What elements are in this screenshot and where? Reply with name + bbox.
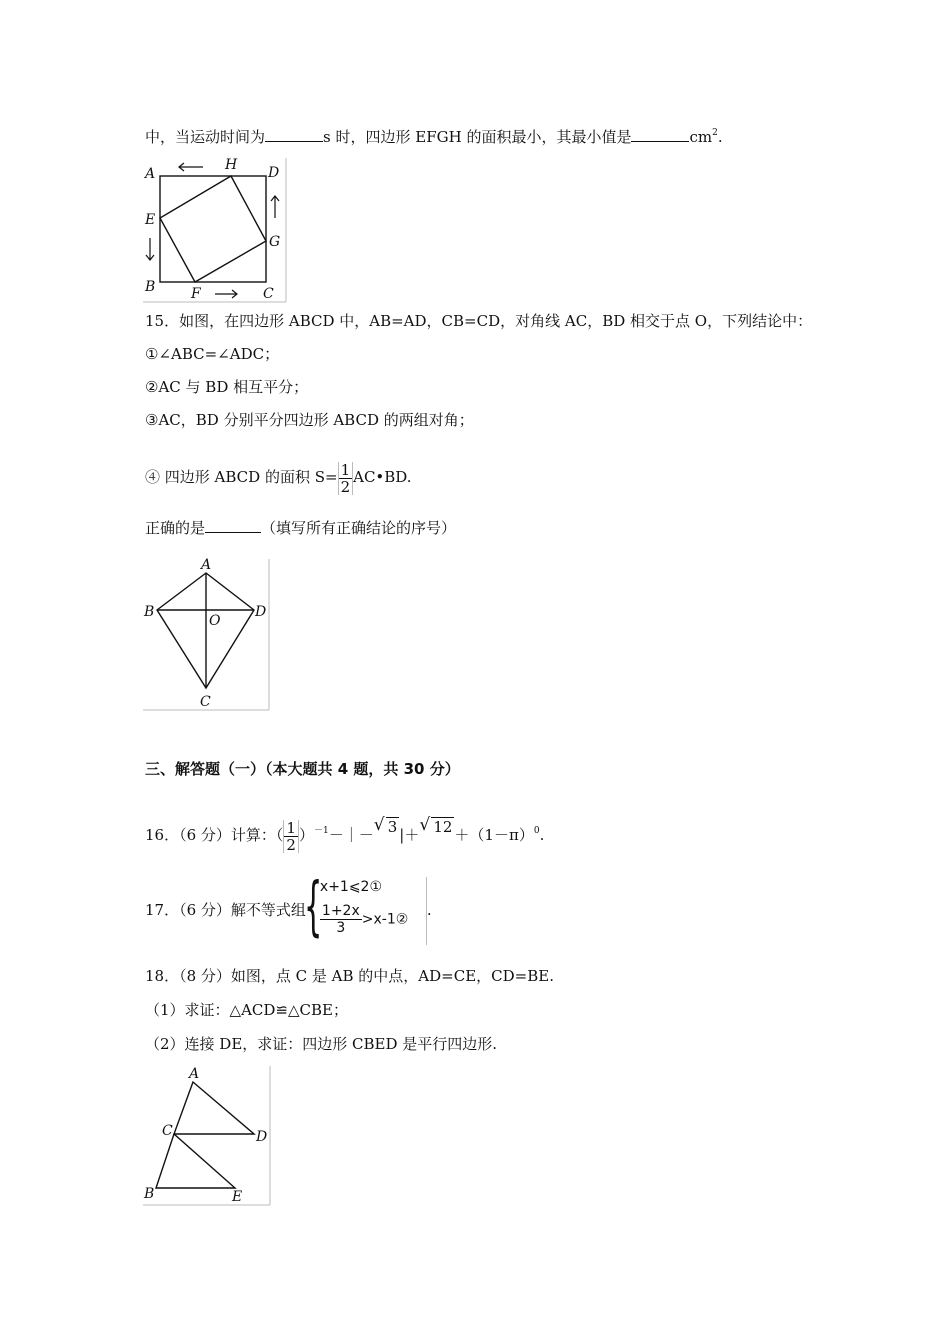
fig14-label-D: D — [268, 165, 280, 181]
q15-answer-line — [145, 518, 456, 538]
fig15-kite-diagram — [143, 555, 271, 717]
q14-mid: s 时，四边形 EFGH 的面积最小，其最小值是 — [323, 128, 632, 146]
q14-prefix: 中，当运动时间为 — [145, 128, 266, 146]
fig18-triangles-diagram — [143, 1064, 273, 1212]
q17-row-2 — [320, 903, 408, 936]
fig18-label-A: A — [189, 1066, 200, 1082]
q17-end: . — [426, 901, 432, 919]
fig15-label-B: B — [144, 604, 155, 620]
q15-statement-4 — [145, 458, 412, 496]
fraction-denominator: 2 — [340, 477, 351, 496]
fig14-label-C: C — [263, 286, 274, 302]
brace-icon: { — [303, 870, 323, 944]
fig18-label-D: D — [256, 1129, 268, 1145]
q18-part-1: （1）求证：△ACD≌△CBE； — [145, 1001, 348, 1019]
triangle-ACD — [174, 1082, 254, 1134]
fig14-square-diagram — [143, 156, 289, 308]
q17-line — [145, 870, 432, 944]
fig18-label-B: B — [144, 1186, 155, 1202]
q14-end: . — [717, 128, 723, 146]
q18-part-2: （2）连接 DE，求证：四边形 CBED 是平行四边形. — [145, 1035, 498, 1053]
fig14-label-B: B — [145, 279, 156, 295]
q17-row2-rest: >x-1② — [361, 911, 409, 928]
inner-square — [160, 176, 266, 282]
q15-s4-prefix: ④ 四边形 ABCD 的面积 S= — [145, 468, 338, 486]
q16-tail: ＋（1－π） — [454, 826, 534, 844]
fraction-denominator: 2 — [286, 835, 296, 854]
fraction-numerator: 1 — [286, 818, 296, 837]
q15-s4-fraction — [338, 462, 354, 495]
triangle-CBE — [156, 1134, 235, 1188]
fraction-numerator: 1 — [340, 460, 351, 479]
q16-paren-close: ） — [298, 826, 314, 844]
fig15-label-O: O — [209, 613, 221, 629]
sqrt3-radical: √ 3 — [373, 815, 398, 836]
q14-blank-time — [265, 127, 323, 142]
q14-line — [145, 127, 723, 150]
q15-s4-suffix: AC•BD. — [353, 468, 412, 486]
q16-fraction — [283, 820, 299, 853]
q17-prefix: 17．（6 分）解不等式组 — [145, 901, 306, 919]
q14-blank-area — [631, 127, 689, 142]
q16-prefix: 16．（6 分）计算：（ — [145, 826, 284, 844]
q17-row2-fraction — [320, 903, 362, 936]
q16-exponent: －1 — [313, 826, 329, 836]
q15-answer-suffix: （填写所有正确结论的序号） — [261, 519, 457, 537]
sqrt12-radical: √ 12 — [419, 815, 453, 836]
fig14-label-G: G — [269, 234, 281, 250]
fig15-label-C: C — [200, 694, 211, 710]
fig14-label-F: F — [191, 286, 201, 302]
outer-square — [160, 176, 266, 282]
q15-answer-blank — [205, 518, 261, 533]
fig14-label-H: H — [225, 157, 238, 173]
q14-unit-sup: 2 — [712, 128, 718, 138]
section3-title: 三、解答题（一）（本大题共 4 题，共 30 分） — [145, 760, 460, 778]
q15-answer-prefix: 正确的是 — [145, 519, 206, 537]
q16-abs: －｜－ — [328, 826, 374, 844]
sqrt12-radicand: 12 — [433, 818, 453, 836]
fraction-denominator: 3 — [336, 920, 346, 936]
fig14-label-E: E — [145, 212, 156, 228]
q15-statement-3: ③AC，BD 分别平分四边形 ABCD 的两组对角； — [145, 411, 474, 429]
q18-stem: 18．（8 分）如图，点 C 是 AB 的中点，AD=CE，CD=BE. — [145, 967, 554, 985]
fig18-label-C: C — [162, 1123, 173, 1139]
q16-plus: |＋ — [399, 826, 420, 844]
fig18-label-E: E — [232, 1189, 243, 1205]
q17-system — [303, 870, 427, 945]
q15-stem: 15．如图，在四边形 ABCD 中，AB=AD，CB=CD，对角线 AC，BD 相交于点 O，下列结论中： — [145, 312, 813, 330]
fig15-label-D: D — [255, 604, 267, 620]
sqrt3-radicand: 3 — [387, 818, 398, 836]
q16-tail-exponent: 0 — [533, 826, 540, 836]
q14-unit: cm — [689, 128, 713, 146]
fig14-label-A: A — [145, 166, 156, 182]
fig15-label-A: A — [201, 557, 212, 573]
q15-statement-1: ①∠ABC=∠ADC； — [145, 345, 280, 363]
fraction-numerator: 1+2x — [321, 903, 360, 919]
q17-row-1: x+1⩽2① — [319, 879, 383, 895]
q16-end: . — [539, 826, 545, 844]
q15-statement-2: ②AC 与 BD 相互平分； — [145, 378, 309, 396]
q16-line — [145, 808, 544, 857]
